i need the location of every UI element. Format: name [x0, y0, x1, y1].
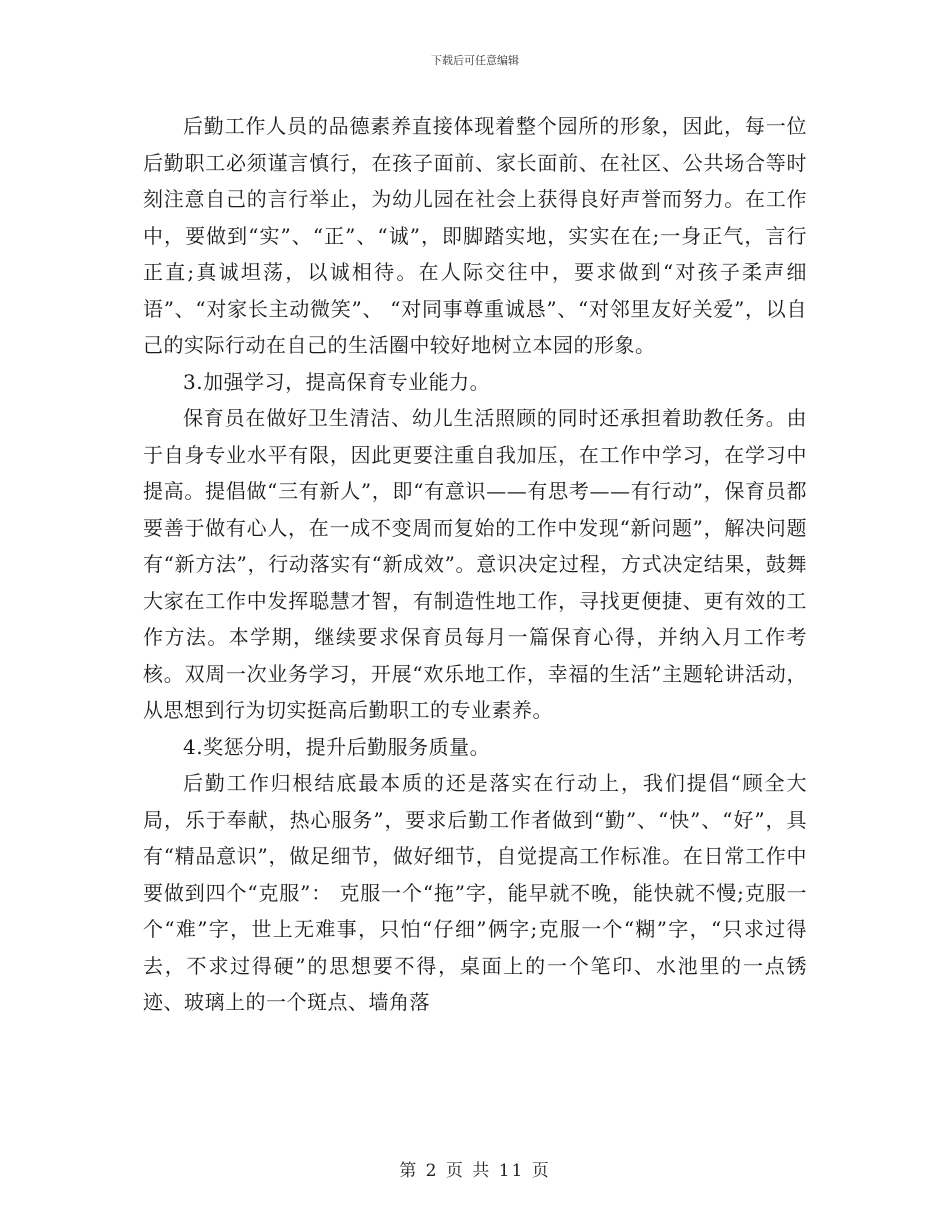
page-footer: 第 2 页 共 11 页	[399, 1161, 551, 1181]
paragraph-service: 后勤工作归根结底最本质的还是落实在行动上，我们提倡“顾全大局，乐于奉献，热心服务”，要求后勤工作者做到“勤”、“快”、“好”，具有“精品意识”，做足细节，做好细节，自觉提高工作标准。在日常工作中要做到四个“克服”： 克服一个“拖”字，能早就不晚，能快就不慢;克服一个“难”字，世上无难事，只怕“仔细”俩字;克服一个“糊”字，“只求过得去，不求过得硬”的思想要不得，桌面上的一个笔印、水池里的一点锈迹、玻璃上的一个斑点、墙角落	[143, 771, 807, 1014]
section-heading-3: 3.加强学习，提高保育专业能力。	[183, 369, 491, 394]
paragraph-conduct: 后勤工作人员的品德素养直接体现着整个园所的形象，因此，每一位后勤职工必须谨言慎行，在孩子面前、家长面前、在社区、公共场合等时刻注意自己的言行举止，为幼儿园在社会上获得良好声誉而努力。在工作中，要做到“实”、“正”、“诚”，即脚踏实地，实实在在;一身正气，言行正直;真诚坦荡，以诚相待。在人际交往中，要求做到“对孩子柔声细语”、“对家长主动微笑”、 “对同事尊重诚恳”、“对邻里友好关爱”，以自己的实际行动在自己的生活圈中较好地树立本园的形象。	[143, 114, 807, 357]
section-heading-4: 4.奖惩分明，提升后勤服务质量。	[183, 734, 491, 759]
paragraph-learning: 保育员在做好卫生清洁、幼儿生活照顾的同时还承担着助教任务。由于自身专业水平有限，因此更要注重自我加压，在工作中学习，在学习中提高。提倡做“三有新人”，即“有意识——有思考——有行动”，保育员都要善于做有心人，在一成不变周而复始的工作中发现“新问题”，解决问题有“新方法”，行动落实有“新成效”。意识决定过程，方式决定结果，鼓舞大家在工作中发挥聪慧才智，有制造性地工作，寻找更便捷、更有效的工作方法。本学期，继续要求保育员每月一篇保育心得，并纳入月工作考核。双周一次业务学习，开展“欢乐地工作，幸福的生活”主题轮讲活动，从思想到行为切实挺高后勤职工的专业素养。	[143, 406, 807, 722]
page-header: 下载后可任意编辑	[431, 54, 519, 67]
document-body	[143, 108, 807, 1021]
